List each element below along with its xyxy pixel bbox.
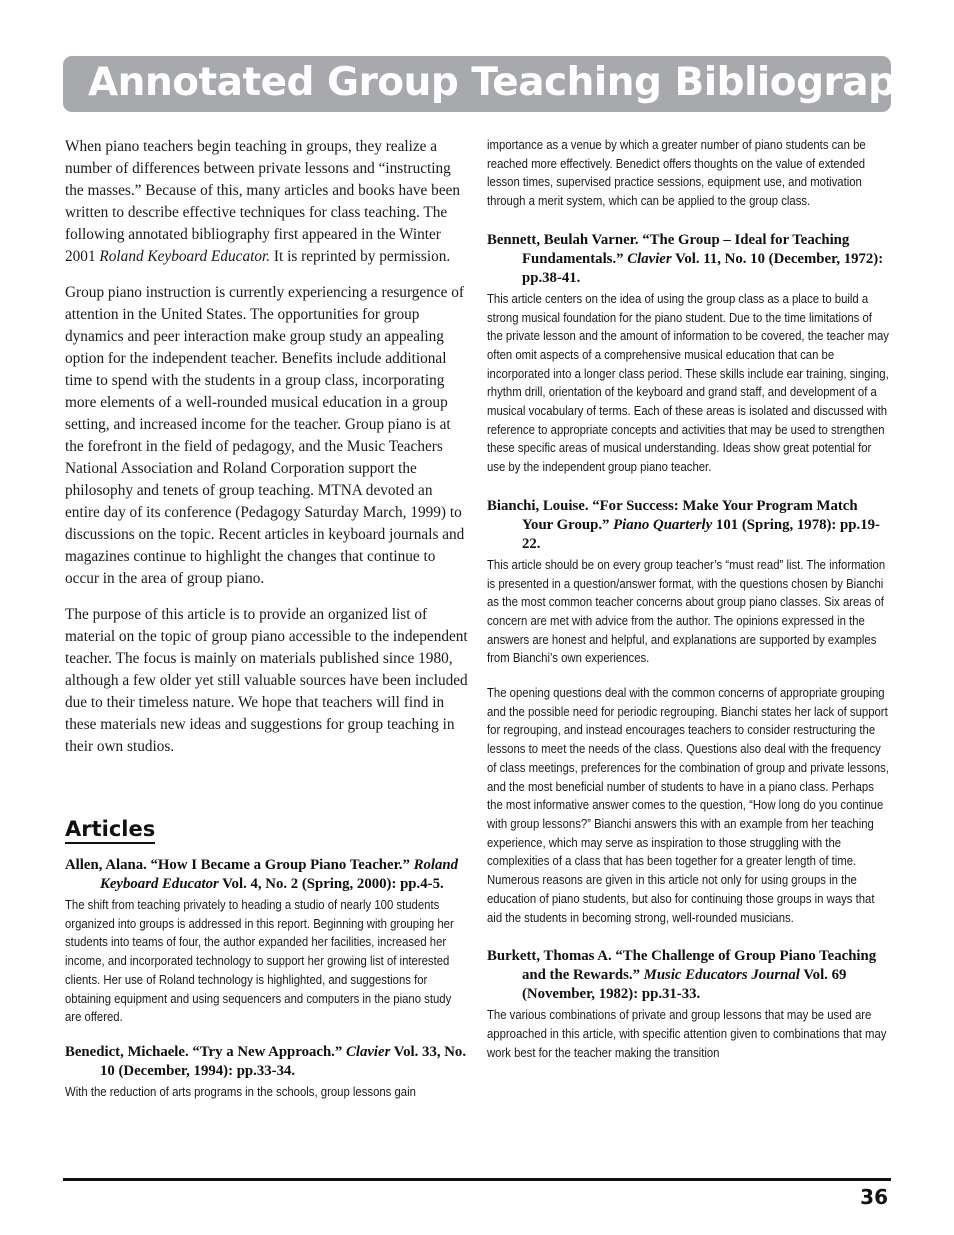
entry-annotation: The various combinations of private and group lessons that may be used are approached in this article, with specific attention given to combinations that may work best for the teacher making the transition	[487, 1008, 887, 1060]
bibliography-entry	[487, 231, 891, 477]
entry-annotation-continued: importance as a venue by which a greater number of piano students can be reached more effectively. Benedict offers thoughts on the value of extended lesson times, supervised practice sessions, equipment use, and motivation through a merit system, which can be applied to the group class.	[487, 138, 866, 209]
left-column	[65, 136, 468, 1118]
entry-annotation: The opening questions deal with the common concerns of appropriate grouping and the possible need for periodic regrouping. Bianchi states her lack of support for regrouping, and instead encourages teachers to consider restructuring the lessons to meet the needs of the class. Questions also deal with the frequency of class meetings, preferences for the combination of group and private lessons, and the most beneficial number of students to have in a piano class. Perhaps the most informative answer comes to the question, “How long do you continue with group lessons?” Bianchi answers this with an example from her teaching experience, which may serve as inspiration to those struggling with the complexities of a class that has been together for a greater length of time. Numerous reasons are given in this article not only for using groups in the education of piano students, but also for continuing those groups in ways that aid the students in becoming strong, well-rounded musicians.	[487, 686, 889, 925]
title-banner	[63, 56, 948, 112]
right-column	[487, 136, 891, 1078]
bibliography-entry	[65, 856, 468, 1027]
bibliography-entry	[487, 497, 891, 927]
bibliography-entry	[65, 1043, 468, 1102]
section-heading-articles: Articles	[65, 816, 155, 844]
entry-citation: Allen, Alana. “How I Became a Group Piano Teacher.” Roland Keyboard Educator Vol. 4, No. 2 (Spring, 2000): pp.4-5.	[65, 857, 458, 892]
entry-annotation: This article centers on the idea of using the group class as a place to build a strong musical foundation for the piano student. Due to the time limitations of the private lesson and the amount of information to be covered, the teacher may often omit aspects of a comprehensive musical education that can be incorporated into a longer class period. These skills include ear training, singing, rhythm drill, orientation of the keyboard and grand staff, and development of a musical vocabulary of terms. Each of these areas is isolated and discussed with reference to appropriate concepts and activities that may be used to strengthen these specific areas of musical understanding. Ideas show great potential for use by the independent group piano teacher.	[487, 291, 889, 475]
entry-annotation: This article should be on every group teacher’s “must read” list. The information is presented in a question/answer format, with the questions chosen by Bianchi as the most common teacher concerns about group piano classes. Six areas of concern are met with advice from the author. The opinions expressed in the answers are honest and helpful, and explanations are supported by examples from Bianchi’s own experiences.	[487, 557, 886, 666]
page-title: Annotated Group Teaching Bibliography	[88, 60, 948, 105]
entry-citation: Bennett, Beulah Varner. “The Group – Ideal for Teaching Fundamentals.” Clavier Vol. 11, No. 10 (December, 1972): pp.38-41.	[487, 231, 884, 286]
page-number: 36	[860, 1185, 888, 1209]
entry-citation: Benedict, Michaele. “Try a New Approach.” Clavier Vol. 33, No. 10 (December, 1994): pp.33-34.	[65, 1043, 467, 1079]
entry-citation: Bianchi, Louise. “For Success: Make Your Program Match Your Group.” Piano Quarterly 101 (Spring, 1978): pp.19-22.	[487, 497, 880, 552]
intro-paragraph: When piano teachers begin teaching in groups, they realize a number of differences between private lessons and “instructing the masses.” Because of this, many articles and books have been written to describe effective techniques for class teaching. The following annotated bibliography first appeared in the Winter 2001 Roland Keyboard Educator. It is reprinted by permission.	[65, 138, 461, 265]
entry-annotation: With the reduction of arts programs in the schools, group lessons gain	[65, 1084, 416, 1099]
bibliography-entry	[487, 947, 891, 1062]
entry-citation: Burkett, Thomas A. “The Challenge of Group Piano Teaching and the Rewards.” Music Educators Journal Vol. 69 (November, 1982): pp.31-33.	[487, 948, 877, 1003]
intro-paragraph: The purpose of this article is to provide an organized list of material on the topic of group piano accessible to the independent teacher. The focus is mainly on materials published since 1980, although a few older yet still valuable sources have been included due to their timeless nature. We hope that teachers will find in these materials new ideas and suggestions for group teaching in their own studios.	[65, 606, 468, 755]
intro-paragraph: Group piano instruction is currently experiencing a resurgence of attention in the United States. The opportunities for group dynamics and peer interaction make group study an appealing option for the independent teacher. Benefits include additional time to spend with the students in a group class, incorporating more elements of a well-rounded musical education in a group setting, and increased income for the teacher. Group piano is at the forefront in the field of pedagogy, and the Music Teachers National Association and Roland Corporation support the philosophy and tenets of group teaching. MTNA devoted an entire day of its conference (Pedagogy Saturday March, 1999) to discussions on the topic. Recent articles in keyboard journals and magazines continue to highlight the changes that continue to occur in the area of group piano.	[65, 284, 465, 587]
entry-annotation: The shift from teaching privately to heading a studio of nearly 100 students organized into groups is addressed in this report. Beginning with grouping her students into teams of four, the author expanded her facilities, increased her income, and incorporated technology to support her growing list of interested clients. Her use of Roland technology is highlighted, and suggestions for obtaining equipment and using sequencers and computers in the piano study are offered.	[65, 898, 454, 1025]
footer-rule	[63, 1178, 891, 1181]
